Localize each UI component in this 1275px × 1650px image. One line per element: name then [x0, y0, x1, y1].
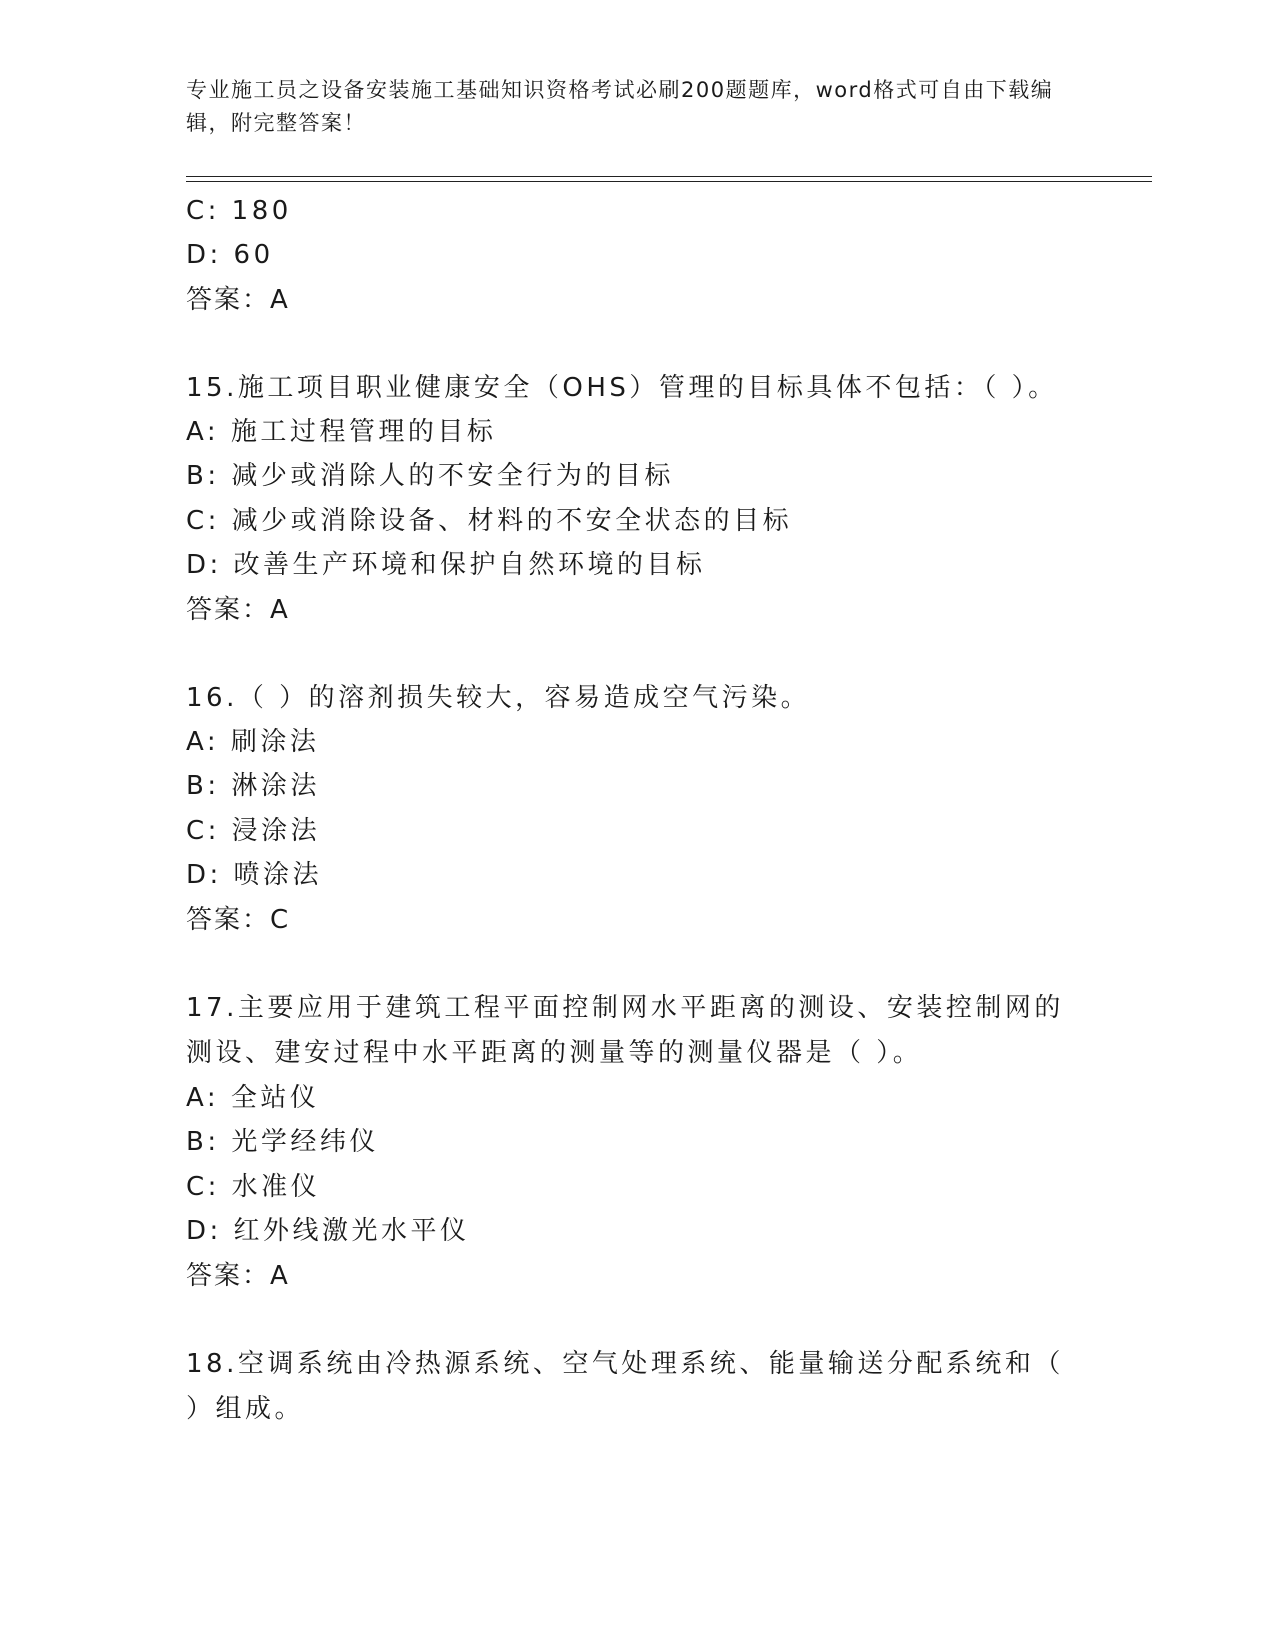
q16-option-c: C: 浸涂法	[186, 816, 321, 846]
q16-option-a: A: 刷涂法	[186, 727, 320, 757]
q16-option-b: B: 淋涂法	[186, 771, 320, 801]
q15-option-c: C: 减少或消除设备、材料的不安全状态的目标	[186, 506, 793, 536]
q15-option-a: A: 施工过程管理的目标	[186, 417, 497, 447]
q17-answer: 答案：A	[186, 1261, 290, 1291]
q15-option-d: D: 改善生产环境和保护自然环境的目标	[186, 550, 706, 580]
q17-option-d: D: 红外线激光水平仪	[186, 1216, 470, 1246]
prev-answer: 答案：A	[186, 285, 290, 315]
q17-option-c: C: 水准仪	[186, 1172, 321, 1202]
q15-option-b: B: 减少或消除人的不安全行为的目标	[186, 461, 674, 491]
q16-question: 16.（ ）的溶剂损失较大，容易造成空气污染。	[186, 683, 811, 713]
q15-question: 15.施工项目职业健康安全（OHS）管理的目标具体不包括：（ ）。	[186, 373, 1058, 403]
q16-answer: 答案：C	[186, 905, 291, 935]
prev-option-c: C: 180	[186, 196, 292, 226]
q17-option-b: B: 光学经纬仪	[186, 1127, 379, 1157]
header-divider-bottom	[186, 181, 1152, 182]
prev-option-d: D: 60	[186, 240, 274, 270]
q18-question: 18.空调系统由冷热源系统、空气处理系统、能量输送分配系统和（ ）组成。	[186, 1349, 1064, 1424]
q16-option-d: D: 喷涂法	[186, 860, 323, 890]
q17-option-a: A: 全站仪	[186, 1083, 320, 1113]
q17-question: 17.主要应用于建筑工程平面控制网水平距离的测设、安装控制网的测设、建安过程中水平距离的测量等的测量仪器是（ ）。	[186, 993, 1064, 1068]
page-header	[186, 74, 1086, 140]
header-divider-top	[186, 176, 1152, 177]
q15-answer: 答案：A	[186, 595, 290, 625]
header-title: 专业施工员之设备安装施工基础知识资格考试必刷200题题库，word格式可自由下载编辑，附完整答案！	[186, 78, 1054, 135]
